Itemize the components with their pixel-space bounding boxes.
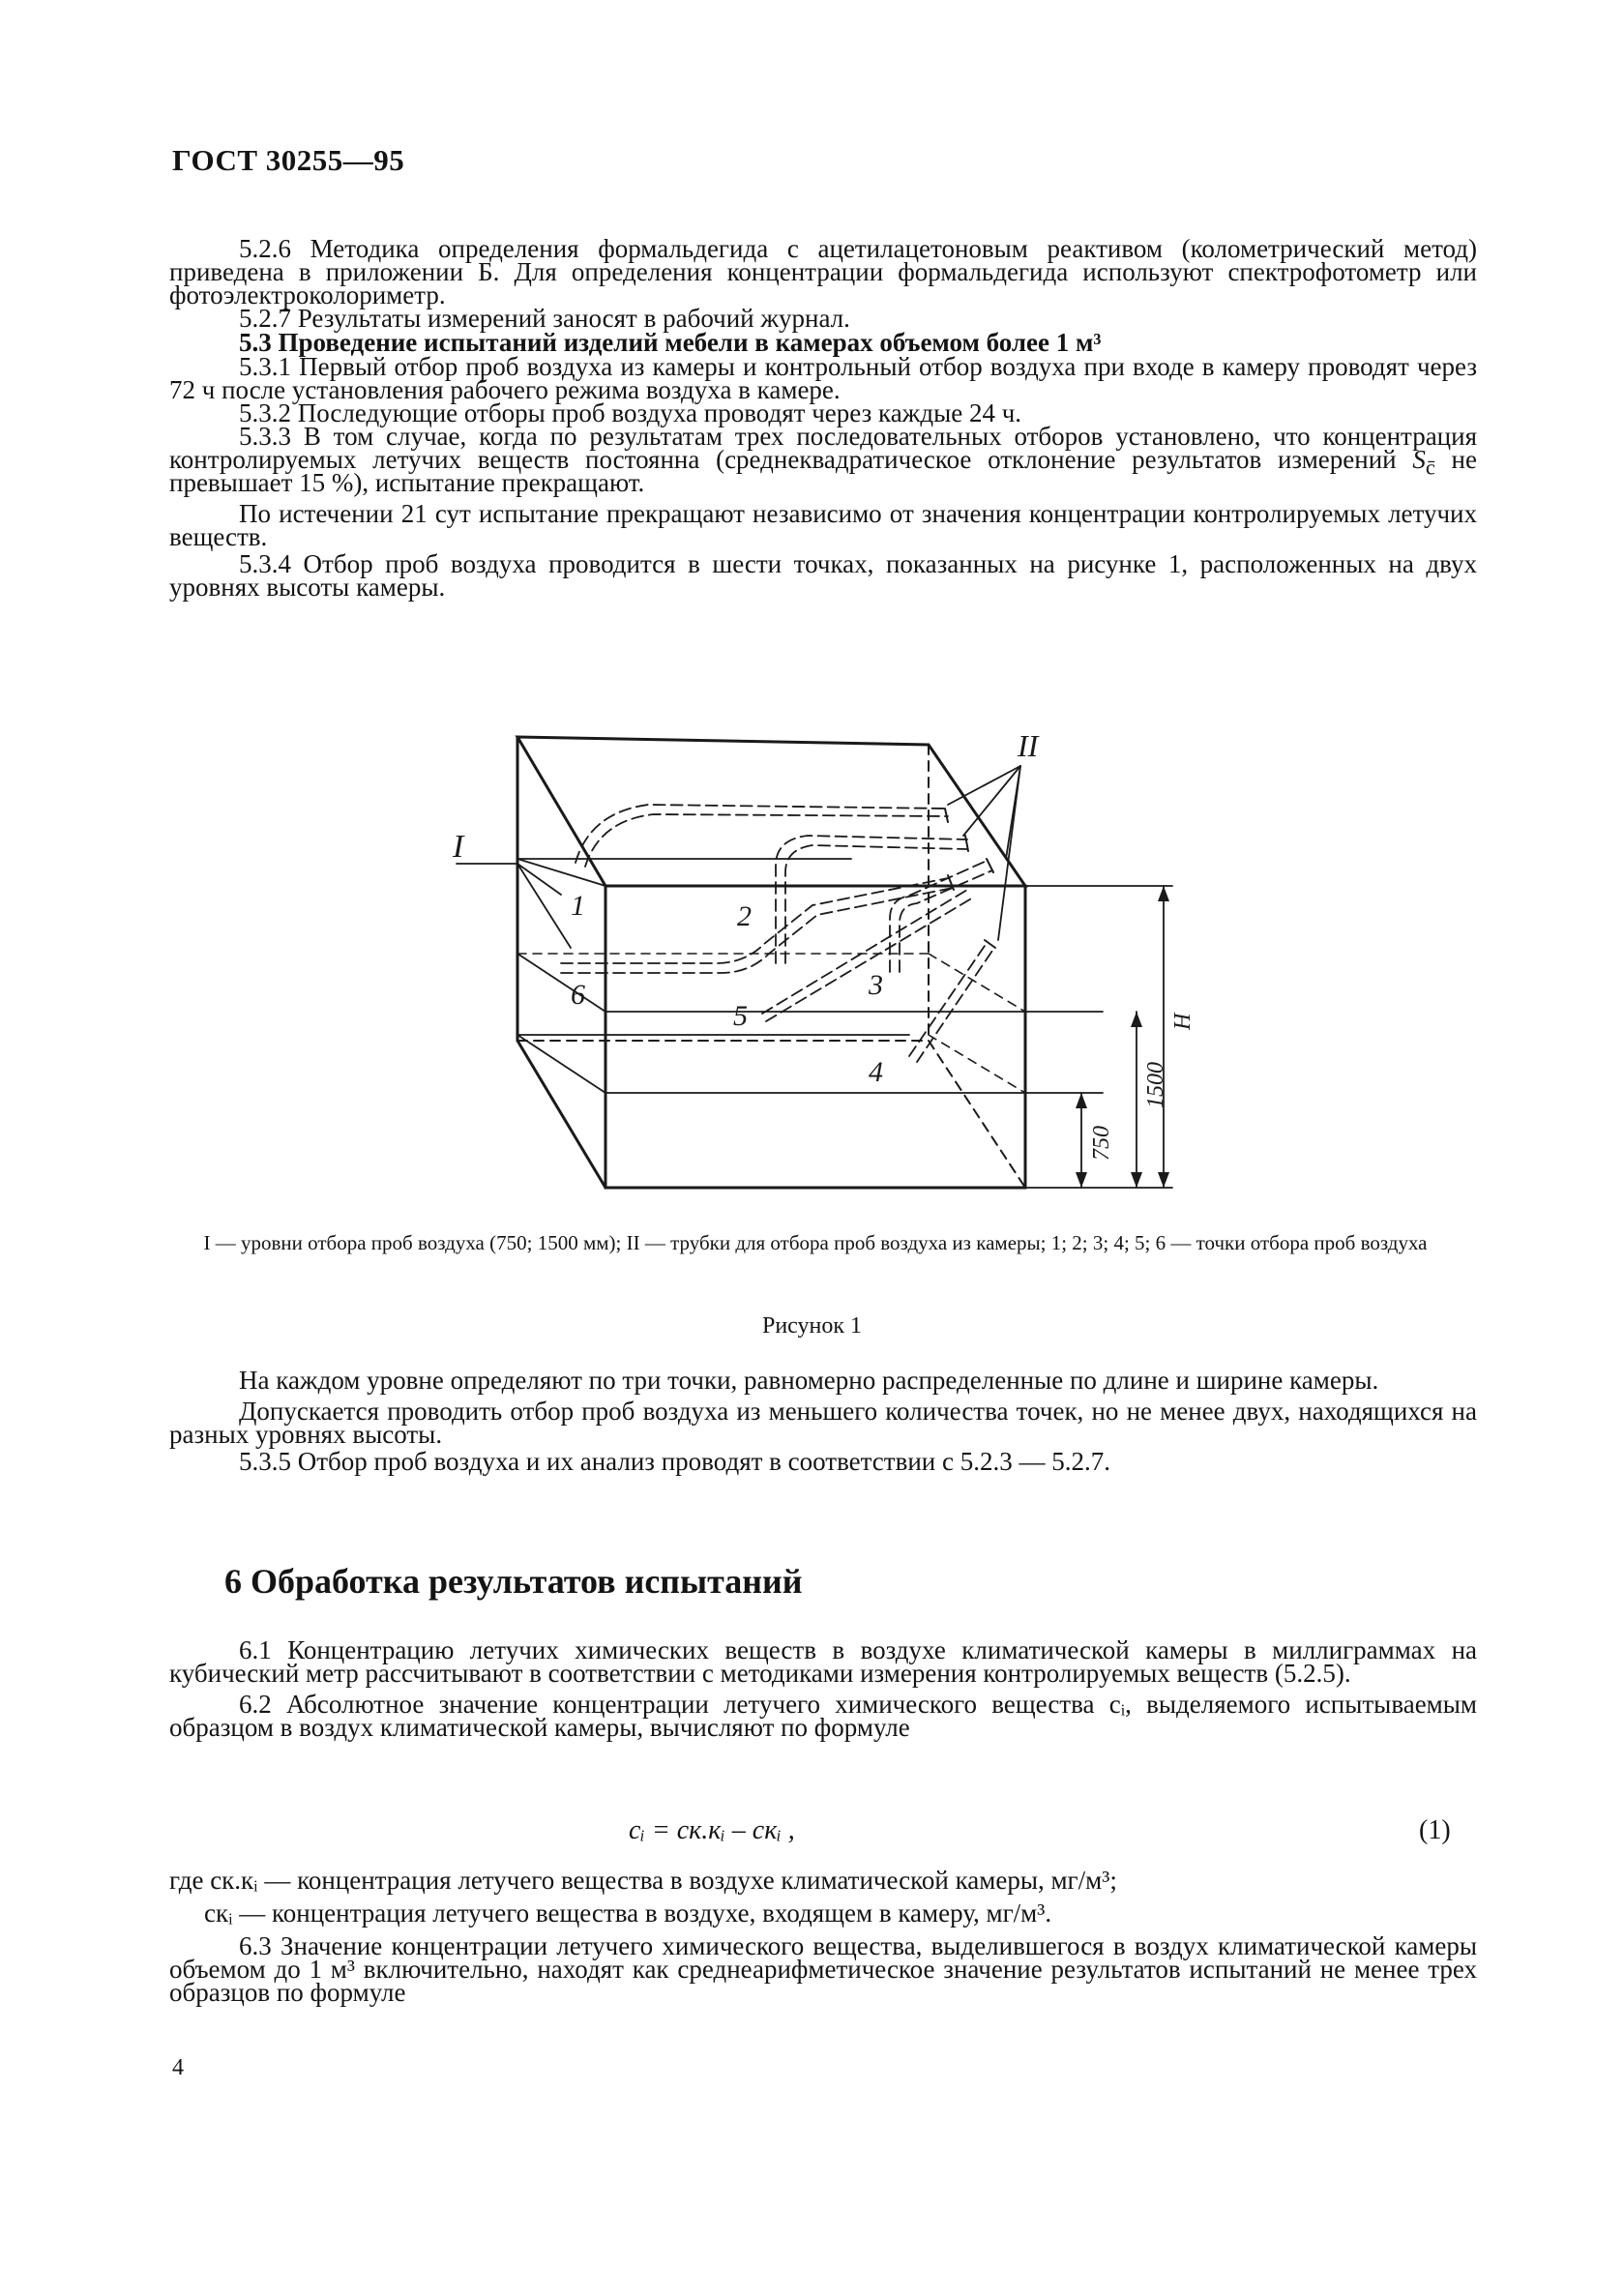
heading-53: 5.3 Проведение испытаний изделий мебели в камерах объемом более 1 м³	[239, 328, 1102, 357]
paragraph-21-days: По истечении 21 сут испытание прекращают независимо от значения концентрации контролируемых летучих веществ.	[169, 499, 1477, 551]
label-I: I	[453, 829, 464, 865]
label-II: II	[1018, 728, 1039, 763]
figure-1-caption: I — уровни отбора проб воздуха (750; 1500 мм); II — трубки для отбора проб воздуха из камеры; 1; 2; 3; 4; 5; 6 — точки отбора проб воздуха	[203, 1231, 1428, 1254]
dimension-750: 750	[1089, 1126, 1114, 1161]
text-block-52	[169, 234, 1477, 602]
symbol-s-sub: c̄	[1425, 455, 1435, 480]
dimension-1500: 1500	[1143, 1062, 1168, 1108]
formula-1-number: (1)	[1419, 1815, 1451, 1845]
paragraph-533	[169, 422, 1477, 497]
point-1: 1	[571, 890, 585, 922]
paragraph-527: 5.2.7 Результаты измерений заносят в рабочий журнал.	[239, 304, 850, 333]
paragraph-63: 6.3 Значение концентрации летучего химического вещества, выделившегося в воздух климатической камеры объемом до 1 м³ включительно, находят как среднеарифметическое значение результатов испытаний не менее трех образцов по формуле	[169, 1931, 1477, 2007]
document-header: ГОСТ 30255—95	[172, 143, 405, 177]
page-number: 4	[172, 2055, 184, 2080]
heading-section-6: 6 Обработка результатов испытаний	[224, 1562, 803, 1601]
paragraph-three-points: На каждом уровне определяют по три точки, равномерно распределенные по длине и ширине камеры.	[239, 1366, 1379, 1395]
figure-1-chamber-diagram	[426, 716, 1199, 1209]
where-line-ckk: где cк.кᵢ — концентрация летучего вещества в воздухе климатической камеры, мг/м³;	[169, 1866, 1117, 1895]
paragraph-532: 5.3.2 Последующие отборы проб воздуха проводят через каждые 24 ч.	[239, 398, 1022, 427]
symbol-s: S	[1412, 445, 1426, 474]
paragraph-fewer-points: Допускается проводить отбор проб воздуха из меньшего количества точек, но не менее двух, находящихся на разных уровнях высоты.	[169, 1397, 1477, 1449]
paragraph-535: 5.3.5 Отбор проб воздуха и их анализ проводят в соответствии с 5.2.3 — 5.2.7.	[239, 1447, 1110, 1476]
paragraph-62: 6.2 Абсолютное значение концентрации летучего химического вещества cᵢ, выделяемого испытываемым образцом в воздух климатической камеры, вычисляют по формуле	[169, 1690, 1477, 1742]
point-4: 4	[869, 1056, 883, 1088]
point-2: 2	[737, 900, 752, 932]
figure-1-title: Рисунок 1	[761, 1313, 863, 1339]
paragraph-531: 5.3.1 Первый отбор проб воздуха из камеры и контрольный отбор воздуха при входе в камеру проводят через 72 ч после установления рабочего режима воздуха в камере.	[169, 352, 1477, 404]
point-3: 3	[869, 969, 883, 1001]
point-5: 5	[733, 1000, 748, 1032]
paragraph-61: 6.1 Концентрацию летучих химических веществ в воздухе климатической камеры в миллиграммах на кубический метр рассчитывают в соответствии с методиками измерения контролируемых веществ (5.2.5).	[169, 1635, 1477, 1688]
paragraph-526: 5.2.6 Методика определения формальдегида с ацетилацетоновым реактивом (колометрический метод) приведена в приложении Б. Для определения концентрации формальдегида используют спектрофотометр или фотоэлектроколориметр.	[169, 234, 1477, 309]
paragraph-534: 5.3.4 Отбор проб воздуха проводится в шести точках, показанных на рисунке 1, расположенных на двух уровнях высоты камеры.	[169, 549, 1477, 602]
text-block-after-figure	[169, 1366, 1477, 1476]
where-line-ck: cкᵢ — концентрация летучего вещества в воздухе, входящем в камеру, мг/м³.	[204, 1899, 1052, 1928]
paragraph-533-after: не превышает 15 %), испытание прекращают.	[169, 445, 1477, 497]
paragraph-533-before: 5.3.3 В том случае, когда по результатам трех последовательных отборов установлено, что концентрация контролируемых летучих веществ постоянна (среднеквадратическое отклонение результатов измерений	[169, 422, 1477, 474]
text-block-6	[169, 1635, 1477, 1742]
point-6: 6	[571, 979, 585, 1011]
dimension-H: H	[1170, 1013, 1196, 1030]
where-block	[169, 1866, 1477, 2007]
formula-1: cᵢ = cк.кᵢ – cкᵢ ,	[629, 1815, 795, 1845]
